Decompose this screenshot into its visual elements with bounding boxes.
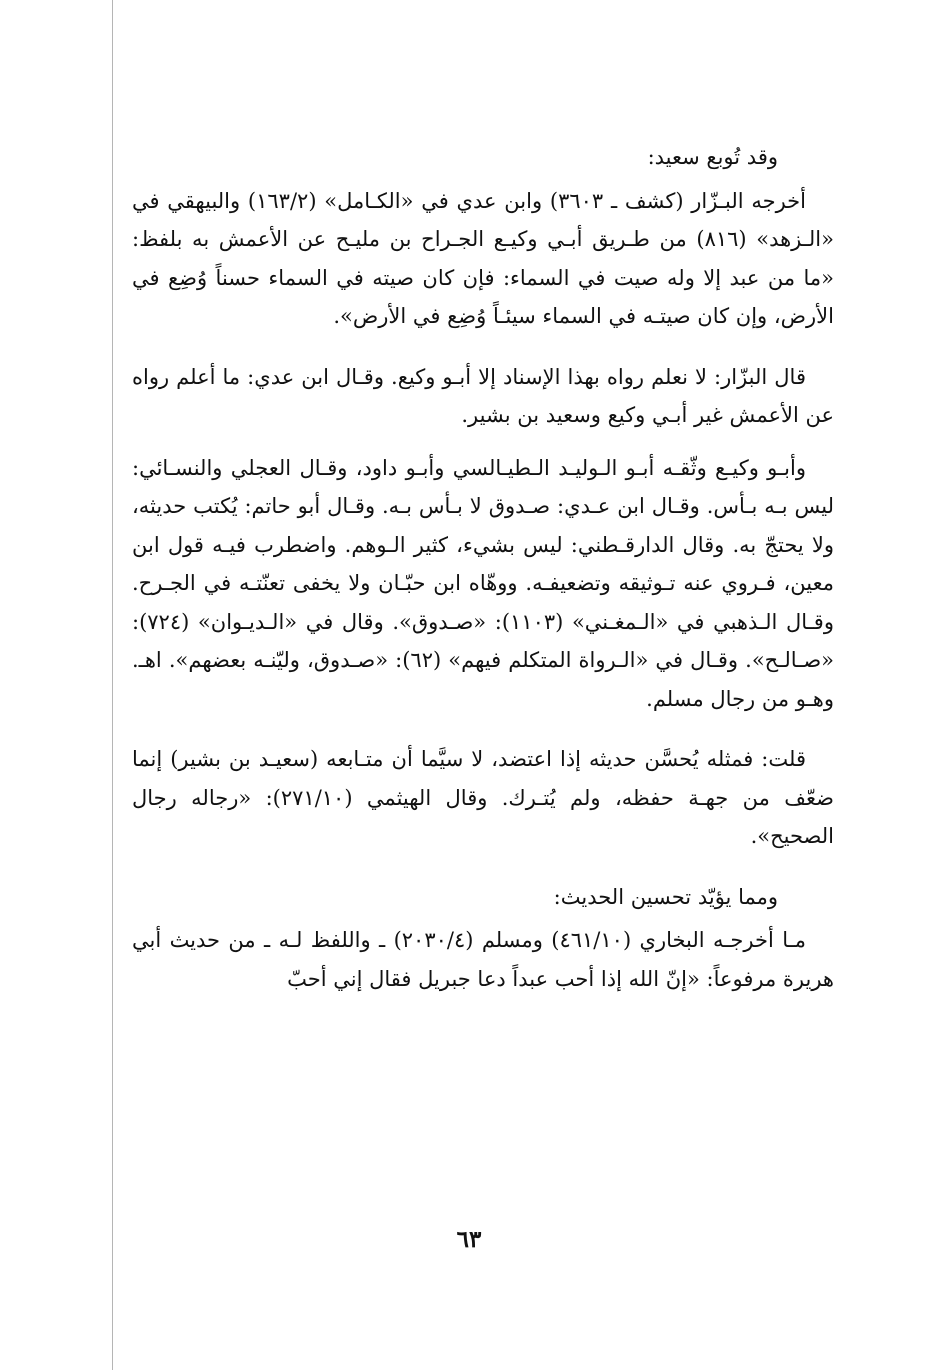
heading-tuwbia-said: وقد تُوبع سعيد: <box>647 145 778 169</box>
paragraph-takhrij-bazzar: أخرجه البـزّار (كشف ـ ٣٦٠٣) وابن عدي في «الكـامل» (١٦٣/٢) والبيهقي في «الـزهد» (٨١٦) من طـريق أبـي وكيـع الجـراح بن مليـح عن الأعمش به بلفظ: «ما من عبد إلا وله صيت في السماء: فإن كان صيته في السماء حسناً وُضِع في الأرض، وإن كان صيتـه في السماء سيئـاً وُضِع في الأرض». <box>132 188 834 328</box>
paragraph-bazzar-comment: قال البزّار: لا نعلم رواه بهذا الإسناد إلا أبـو وكيع. وقـال ابن عدي: ما أعلم رواه عن الأعمش غير أبـي وكيع وسعيد بن بشير. <box>132 364 834 427</box>
paragraph-abu-wakee-grading: وأبـو وكيـع وثّقـه أبـو الـوليـد الـطيـالسي وأبـو داود، وقـال العجلي والنسـائي: ليس بـه بـأس. وقـال ابن عـدي: صـدوق لا بـأس بـه. وقـال أبو حاتم: يُكتب حديثه، ولا يحتجّ به. وقال الدارقـطني: ليس بشيء، كثير الـوهم. واضطرب فيـه قول ابن معين، فـروي عنه تـوثيقه وتضعيفـه. ووهّاه ابن حبّـان ولا يخفى تعنّتـه في الجـرح. وقـال الـذهبي في «الـمغـني» (١١٠٣): «صـدوق». وقال في «الـديـوان» (٧٢٤): «صـالـح». وقـال في «الـرواة المتكلم فيهم» (٦٢): «صـدوق، وليّنـه بعضهم». اهـ. وهـو من رجال مسلم. <box>132 455 834 711</box>
heading-supporting-evidence: ومما يؤيّد تحسين الحديث: <box>553 884 778 909</box>
page-body <box>132 138 834 998</box>
page-number: ٦٣ <box>456 1226 482 1253</box>
paragraph-qultu: قلت: فمثله يُحسَّن حديثه إذا اعتضد، لا سيَّما أن متـابعه (سعيـد بن بشير) إنما ضعّف من جهـة حفظه، ولم يُتـرك. وقال الهيثمي (٢٧١/١٠): «رجاله رجال الصحيح». <box>132 747 834 848</box>
paragraph-bukhari-muslim: مـا أخرجـه البخاري (٤٦١/١٠) ومسلم (٢٠٣٠/٤) ـ واللفظ لـه ـ من حديث أبي هريرة مرفوعاً: «إنّ الله إذا أحب عبداً دعا جبريل فقال إني أحبّ <box>132 928 834 991</box>
gutter-line <box>112 0 113 1370</box>
